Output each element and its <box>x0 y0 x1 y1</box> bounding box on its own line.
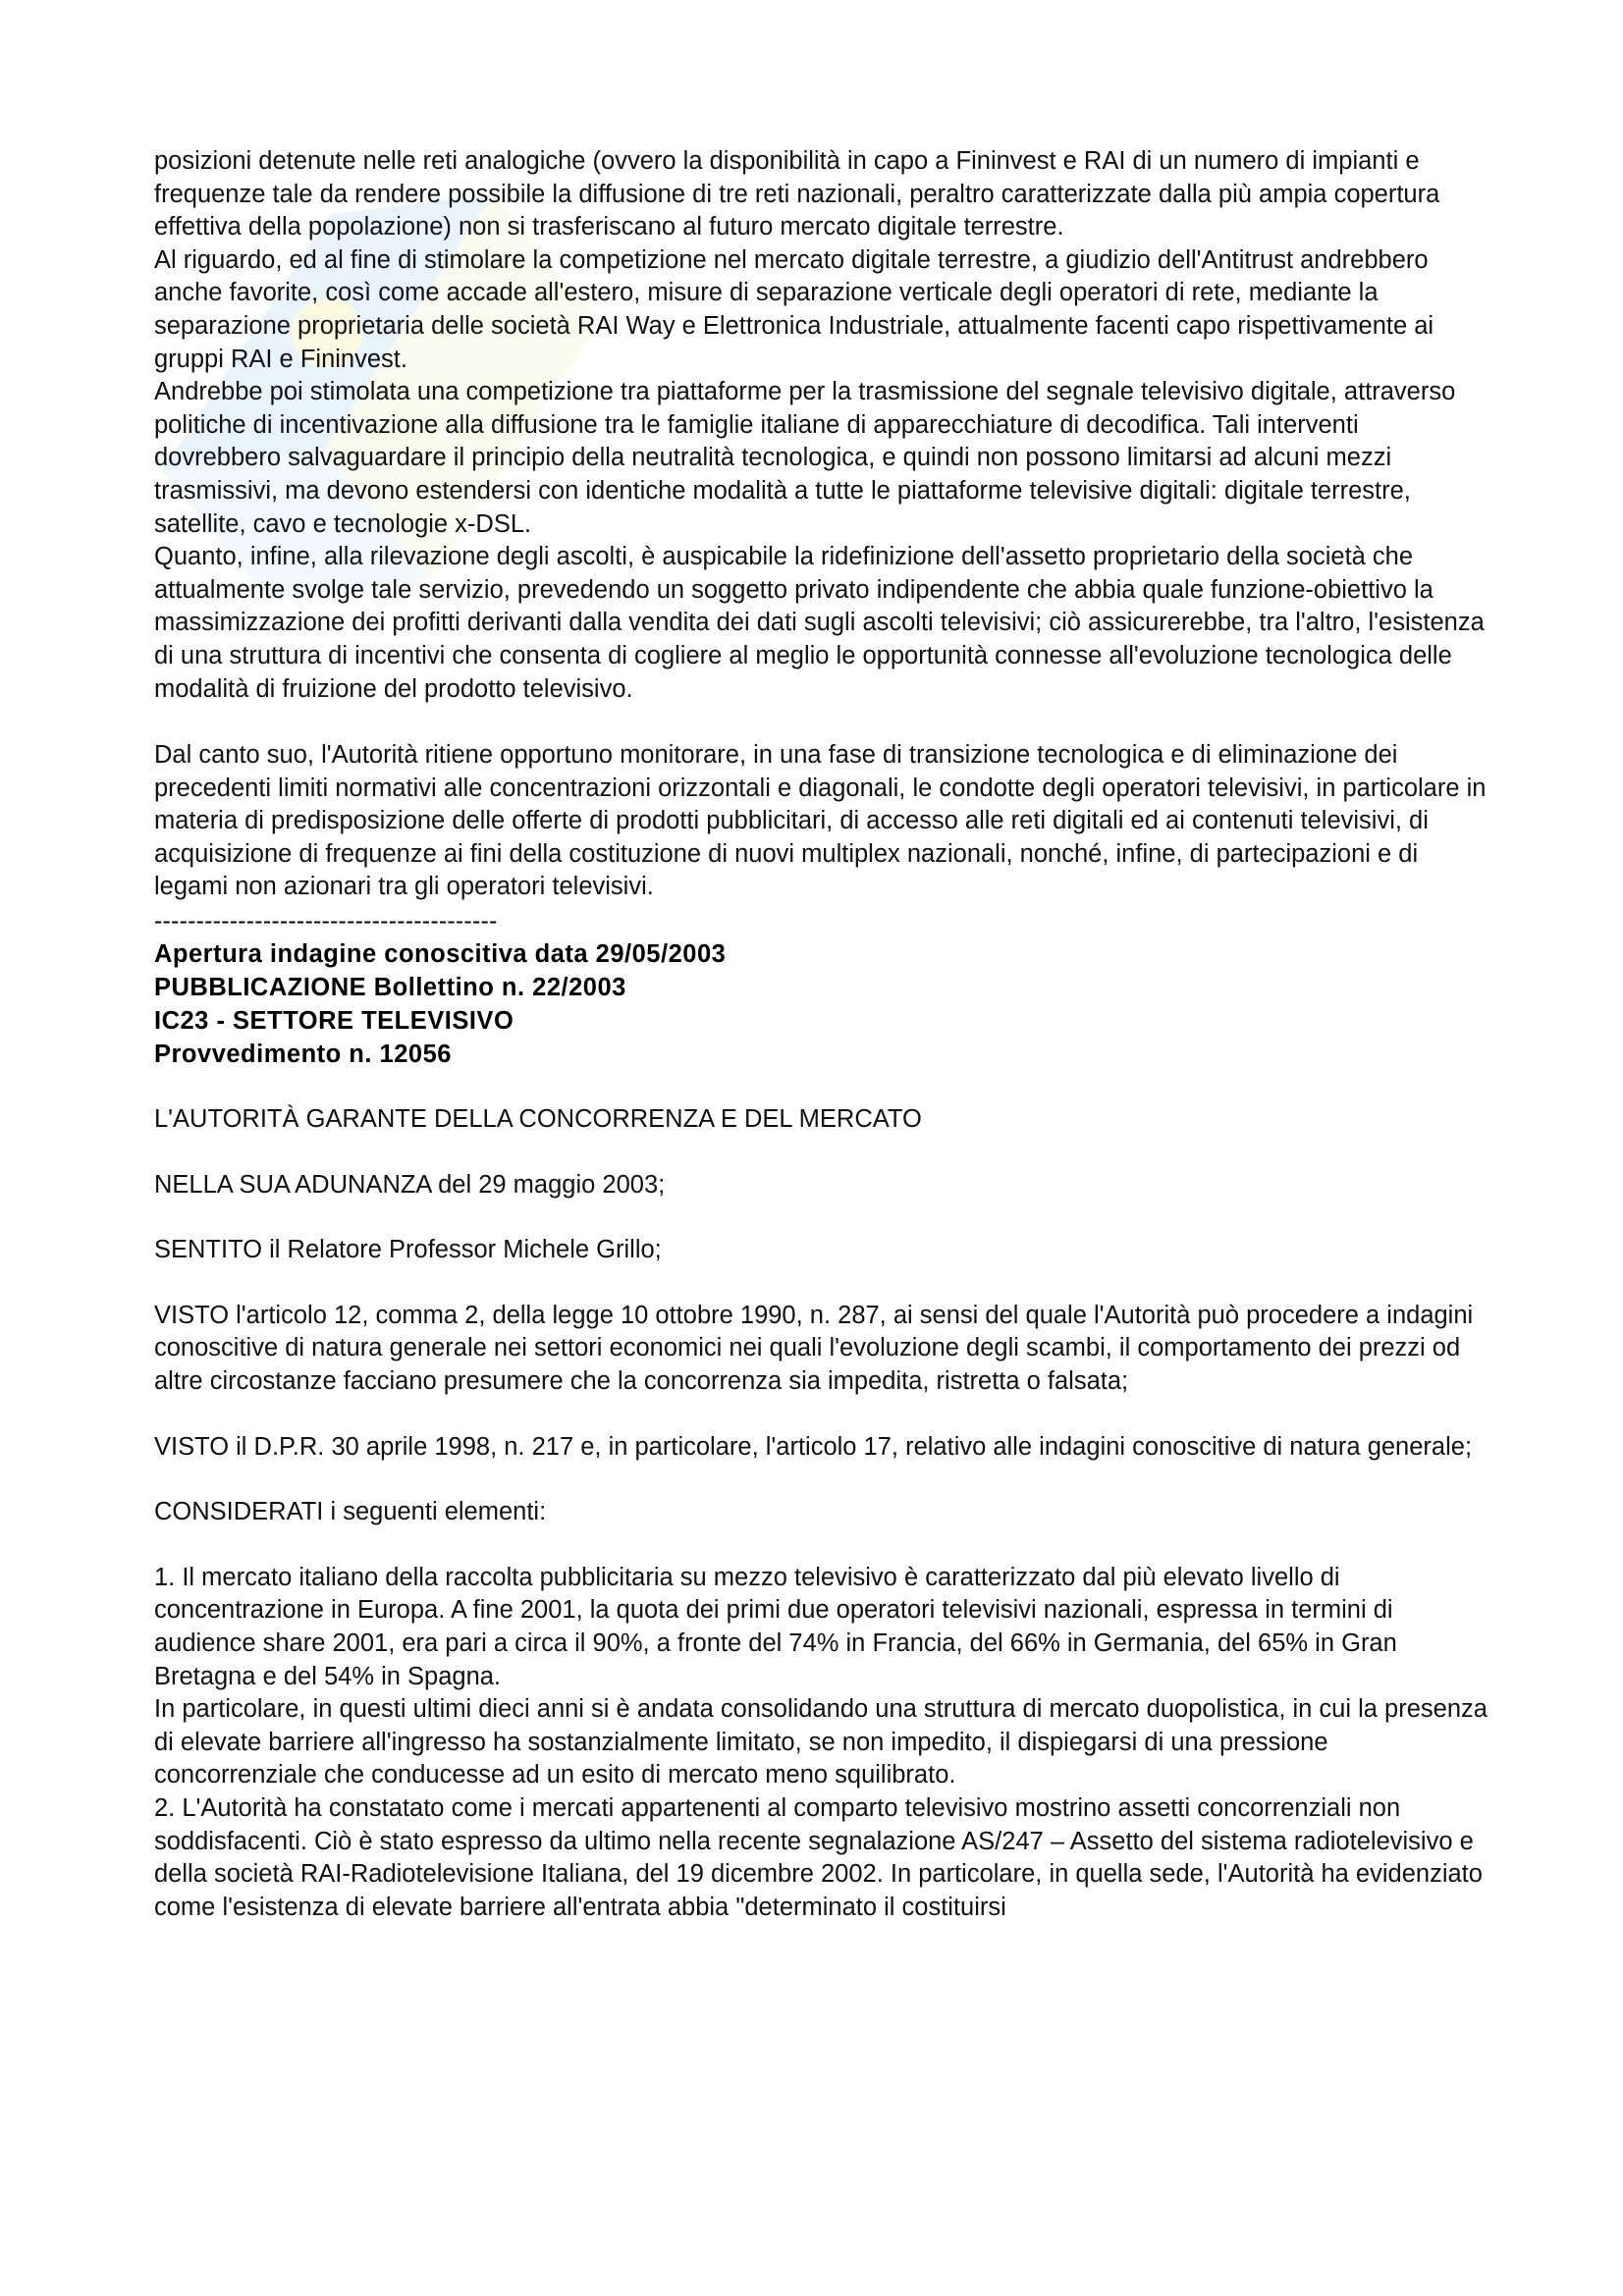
paragraph-considerati: CONSIDERATI i seguenti elementi: <box>154 1498 547 1526</box>
paragraph-visto-legge: VISTO l'articolo 12, comma 2, della legge 10 ottobre 1990, n. 287, ai sensi del quale l'Autorità può procedere a indagini conoscitive di natura generale nei settori economici nei quali l'evoluzione degli scambi, il comportamento dei prezzi od altre circostanze facciano presumere che la concorrenza sia impedita, ristretta o falsata; <box>154 1301 1474 1396</box>
heading-ic23: IC23 - SETTORE TELEVISIVO <box>154 1007 514 1036</box>
heading-apertura-indagine: Apertura indagine conoscitiva data 29/05/2003 <box>154 940 727 969</box>
section-divider: ----------------------------------------- <box>154 907 498 935</box>
heading-pubblicazione: PUBBLICAZIONE Bollettino n. 22/2003 <box>154 974 626 1002</box>
point-1-struttura-duopolistica: In particolare, in questi ultimi dieci anni si è andata consolidando una struttura di mercato duopolistica, in cui la presenza di elevate barriere all'ingresso ha sostanzialmente limitato, se non impedito, il dispiegarsi di una pressione concorrenziale che conducesse ad un esito di mercato meno squilibrato. <box>154 1695 1488 1789</box>
paragraph-autorita-monitorare: Dal canto suo, l'Autorità ritiene opportuno monitorare, in una fase di transizione tecnologica e di eliminazione dei precedenti limiti normativi alle concentrazioni orizzontali e diagonali, le condotte degli operatori televisivi, in particolare in materia di predisposizione delle offerte di prodotti pubblicitari, di accesso alle reti digitali ed ai contenuti televisivi, di acquisizione di frequenze ai fini della costituzione di nuovi multiplex nazionali, nonché, infine, di partecipazioni e di legami non azionari tra gli operatori televisivi. <box>154 741 1487 901</box>
paragraph-sentito: SENTITO il Relatore Professor Michele Grillo; <box>154 1236 662 1264</box>
document-page <box>154 145 1489 1924</box>
paragraph-adunanza: NELLA SUA ADUNANZA del 29 maggio 2003; <box>154 1170 666 1199</box>
point-1-mercato-italiano: 1. Il mercato italiano della raccolta pubblicitaria su mezzo televisivo è caratterizzato dal più elevato livello di concentrazione in Europa. A fine 2001, la quota dei primi due operatori televisivi nazionali, espressa in termini di audience share 2001, era pari a circa il 90%, a fronte del 74% in Francia, del 66% in Germania, del 65% in Gran Bretagna e del 54% in Spagna. <box>154 1563 1397 1690</box>
paragraph-rilevazione-ascolti: Quanto, infine, alla rilevazione degli ascolti, è auspicabile la ridefinizione dell'assetto proprietario della società che attualmente svolge tale servizio, prevedendo un soggetto privato indipendente che abbia quale funzione-obiettivo la massimizzazione dei profitti derivanti dalla vendita dei dati sugli ascolti televisivi; ciò assicurerebbe, tra l'altro, l'esistenza di una struttura di incentivi che consenta di cogliere al meglio le opportunità connesse all'evoluzione tecnologica delle modalità di fruizione del prodotto televisivo. <box>154 543 1485 703</box>
paragraph-separazione-verticale: Al riguardo, ed al fine di stimolare la competizione nel mercato digitale terrestre, a giudizio dell'Antitrust andrebbero anche favorite, così come accade all'estero, misure di separazione verticale degli operatori di rete, mediante la separazione proprietaria delle società RAI Way e Elettronica Industriale, attualmente facenti capo rispettivamente ai gruppi RAI e Fininvest. <box>154 245 1434 373</box>
authority-name: L'AUTORITÀ GARANTE DELLA CONCORRENZA E DEL MERCATO <box>154 1105 922 1134</box>
paragraph-reti-analogiche: posizioni detenute nelle reti analogiche (ovvero la disponibilità in capo a Fininvest e RAI di un numero di impianti e frequenze tale da rendere possibile la diffusione di tre reti nazionali, peraltro caratterizzate dalla più ampia copertura effettiva della popolazione) non si trasferiscano al futuro mercato digitale terrestre. <box>154 147 1440 241</box>
heading-provvedimento: Provvedimento n. 12056 <box>154 1041 452 1069</box>
point-2-assetti-concorrenziali: 2. L'Autorità ha constatato come i mercati appartenenti al comparto televisivo mostrino assetti concorrenziali non soddisfacenti. Ciò è stato espresso da ultimo nella recente segnalazione AS/247 – Assetto del sistema radiotelevisivo e della società RAI-Radiotelevisione Italiana, del 19 dicembre 2002. In particolare, in quella sede, l'Autorità ha evidenziato come l'esistenza di elevate barriere all'entrata abbia "determinato il costituirsi <box>154 1793 1483 1921</box>
paragraph-competizione-piattaforme: Andrebbe poi stimolata una competizione tra piattaforme per la trasmissione del segnale televisivo digitale, attraverso politiche di incentivazione alla diffusione tra le famiglie italiane di apparecchiature di decodifica. Tali interventi dovrebbero salvaguardare il principio della neutralità tecnologica, e quindi non possono limitarsi ad alcuni mezzi trasmissivi, ma devono estendersi con identiche modalità a tutte le piattaforme televisive digitali: digitale terrestre, satellite, cavo e tecnologie x-DSL. <box>154 378 1456 538</box>
paragraph-visto-dpr: VISTO il D.P.R. 30 aprile 1998, n. 217 e, in particolare, l'articolo 17, relativo alle indagini conoscitive di natura generale; <box>154 1432 1473 1461</box>
